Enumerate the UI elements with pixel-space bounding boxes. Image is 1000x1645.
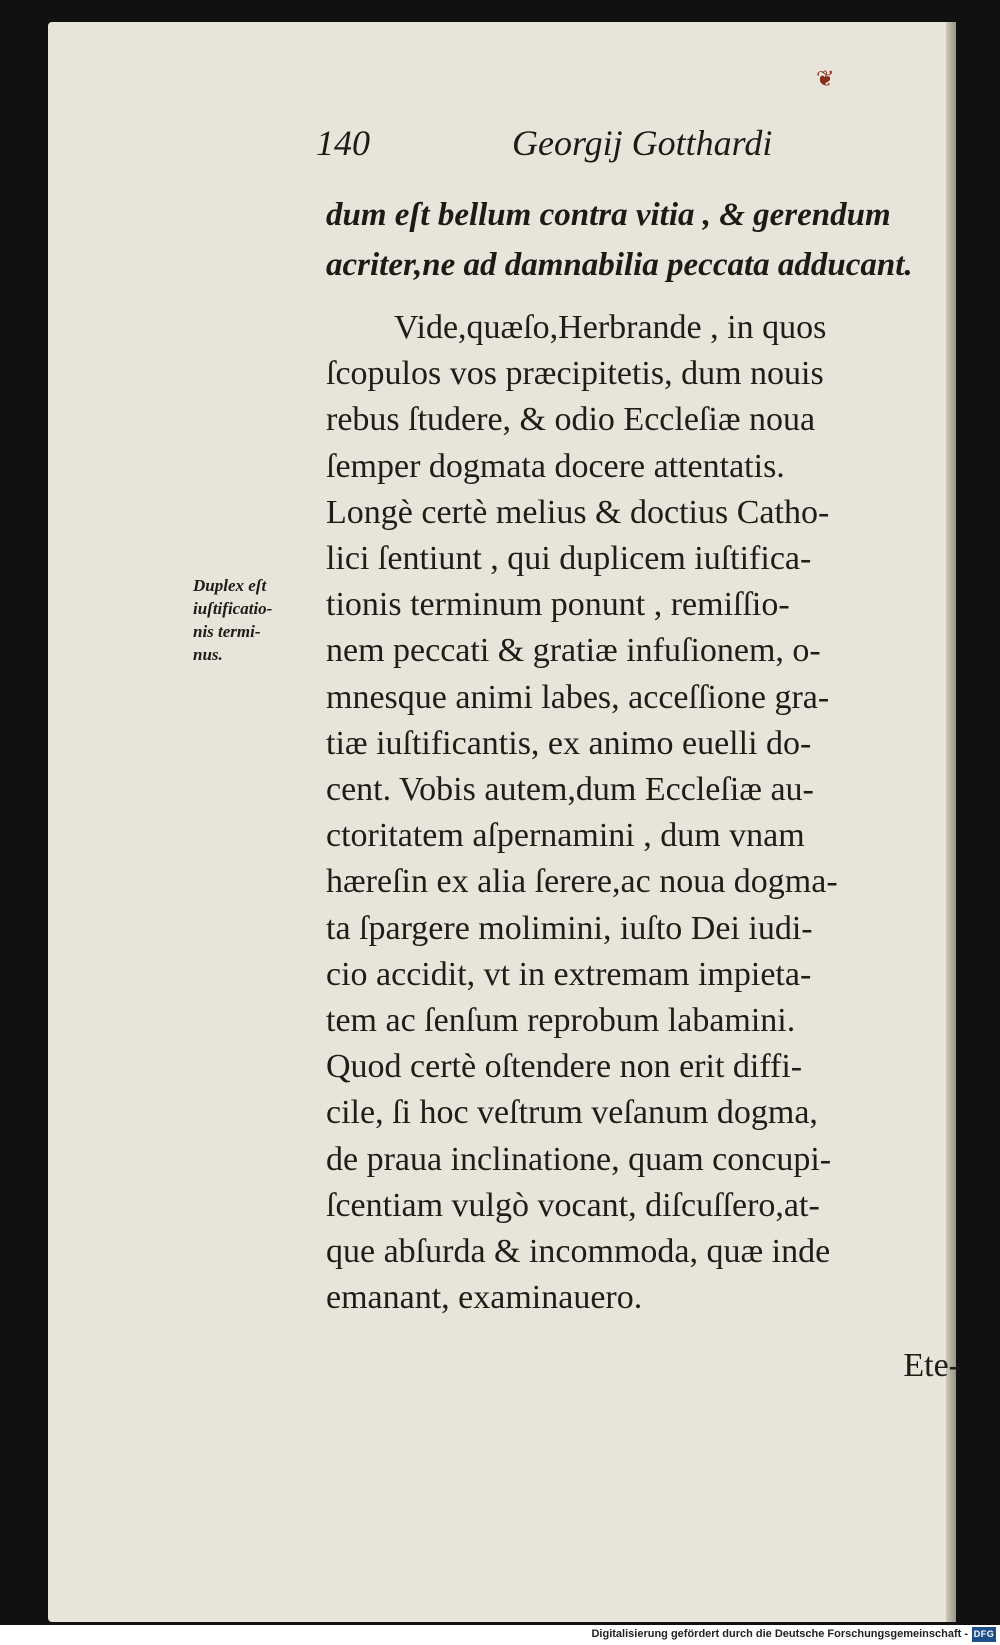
text-line: ſcentiam vulgò vocant, diſcuſſero,at- bbox=[326, 1186, 820, 1224]
italic-line: acriter,ne ad damnabilia peccata adducant. bbox=[326, 247, 913, 283]
italic-passage bbox=[326, 190, 966, 290]
margin-note-line: nus. bbox=[193, 645, 223, 664]
text-line: ta ſpargere molimini, iuſto Dei iudi- bbox=[326, 909, 813, 947]
text-line: que abſurda & incommoda, quæ inde bbox=[326, 1233, 831, 1271]
body-text bbox=[326, 305, 966, 1390]
text-line: emanant, examinauero. bbox=[326, 1279, 643, 1317]
text-line: ſemper dogmata docere attentatis. bbox=[326, 447, 785, 485]
text-line: cent. Vobis autem,dum Eccleſiæ au- bbox=[326, 771, 814, 809]
text-line: cio accidit, vt in extremam impieta- bbox=[326, 955, 812, 993]
text-line: ctoritatem aſpernamini , dum vnam bbox=[326, 817, 805, 855]
text-line: tiæ iuſtificantis, ex animo euelli do- bbox=[326, 724, 812, 762]
text-line: Vide,quæſo,Herbrande , in quos bbox=[394, 309, 827, 346]
page-header bbox=[316, 122, 876, 172]
text-line: cile, ſi hoc veſtrum veſanum dogma, bbox=[326, 1094, 818, 1132]
text-line: hæreſin ex alia ſerere,ac noua dogma- bbox=[326, 863, 838, 901]
margin-note bbox=[193, 574, 321, 666]
text-line: de praua inclinatione, quam concupi- bbox=[326, 1140, 832, 1178]
dfg-logo-icon: DFG bbox=[972, 1627, 996, 1642]
text-line: rebus ſtudere, & odio Eccleſiæ noua bbox=[326, 401, 816, 439]
text-line: tionis terminum ponunt , remiſſio- bbox=[326, 586, 790, 624]
printer-ornament-icon: ❦ bbox=[816, 67, 835, 92]
text-line: lici ſentiunt , qui duplicem iuſtifica- bbox=[326, 540, 812, 578]
text-line: ſcopulos vos præcipitetis, dum nouis bbox=[326, 355, 824, 393]
book-page bbox=[48, 22, 960, 1622]
italic-line: dum eſt bellum contra vitia , & gerendum bbox=[326, 197, 891, 233]
text-line: Quod certè oſtendere non erit diffi- bbox=[326, 1048, 803, 1086]
footer-bar bbox=[0, 1625, 1000, 1645]
text-line: nem peccati & gratiæ infuſionem, o- bbox=[326, 632, 821, 670]
margin-note-line: Duplex eſt bbox=[193, 576, 267, 595]
margin-note-line: nis termi- bbox=[193, 622, 261, 641]
catchword: Ete- bbox=[903, 1347, 960, 1385]
text-line: Longè certè melius & doctius Catho- bbox=[326, 493, 830, 531]
running-head: Georgij Gotthardi bbox=[512, 123, 773, 163]
text-line: mnesque animi labes, acceſſione gra- bbox=[326, 678, 830, 716]
text-line: tem ac ſenſum reprobum labamini. bbox=[326, 1002, 796, 1040]
margin-note-line: iuſtificatio- bbox=[193, 599, 273, 618]
page-number: 140 bbox=[316, 123, 370, 163]
digitization-credit: Digitalisierung gefördert durch die Deutsche Forschungsgemeinschaft - bbox=[591, 1628, 968, 1640]
